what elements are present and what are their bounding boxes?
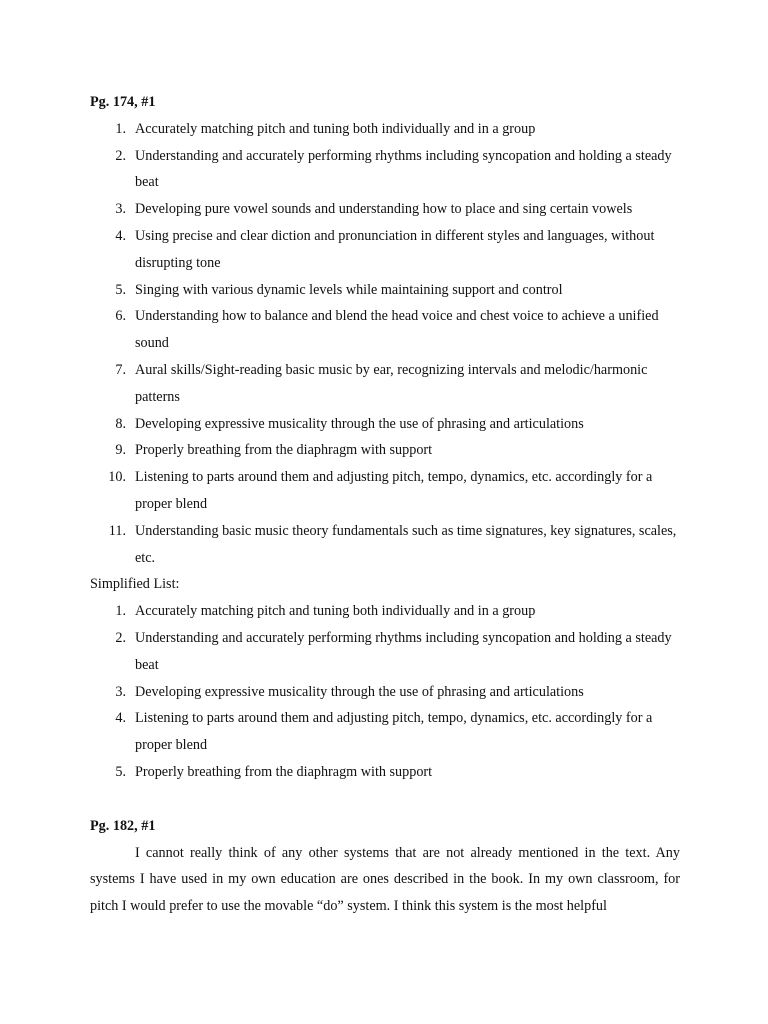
list-item [90,625,685,679]
list-item-number: 11. [108,522,126,539]
list-item-text: Understanding how to balance and blend the head voice and chest voice to achieve a unified sound [135,308,659,352]
list-item-text: Developing pure vowel sounds and understanding how to place and sing certain vowels [135,201,633,218]
list-item-text: Listening to parts around them and adjusting pitch, tempo, dynamics, etc. accordingly for a proper blend [135,469,653,512]
list-item [90,411,685,438]
response-paragraph: I cannot really think of any other systems that are not already mentioned in the text. Any systems I have used in my own education are ones described in the book. In my own classroom, for pitch I would prefer to use the movable “do” system. I think this system is the most helpful [90,844,680,915]
list-item [90,196,685,223]
list-item [90,598,685,625]
list-item [90,518,685,572]
list-item-text: Aural skills/Sight-reading basic music by ear, recognizing intervals and melodic/harmonic patterns [135,361,648,405]
list-item [90,143,685,197]
list-item-number: 4. [115,710,126,727]
list-item-number: 9. [115,442,126,459]
list-item [90,303,685,357]
simplified-list-label: Simplified List: [90,576,180,593]
list-item-text: Properly breathing from the diaphragm with support [135,442,433,459]
section-heading-pg174: Pg. 174, #1 [90,94,156,110]
list-item [90,679,685,706]
list-item-number: 1. [115,603,126,620]
list-item [90,705,685,759]
list-item [90,223,685,277]
section-heading-pg182: Pg. 182, #1 [90,817,156,834]
list-item-text: Properly breathing from the diaphragm with support [135,763,433,780]
list-item [90,357,685,411]
list-item-number: 1. [115,120,126,137]
list-item-number: 2. [115,147,126,164]
list-item-text: Singing with various dynamic levels while maintaining support and control [135,281,563,298]
section-spacer [90,786,690,813]
list-item-text: Developing expressive musicality through the use of phrasing and articulations [135,683,584,700]
list-item-text: Using precise and clear diction and pronunciation in different styles and languages, without disrupting tone [135,227,655,271]
list-item-number: 10. [108,469,126,486]
document-page [90,89,690,920]
list-item-number: 3. [115,201,126,218]
list-item-number: 4. [115,227,126,244]
list-item-text: Accurately matching pitch and tuning both individually and in a group [135,120,536,137]
list-item [90,437,685,464]
list-item-text: Listening to parts around them and adjusting pitch, tempo, dynamics, etc. accordingly for a proper blend [135,710,653,754]
list-item-number: 6. [115,308,126,325]
list-item-text: Accurately matching pitch and tuning both individually and in a group [135,603,536,620]
list-item-number: 7. [115,361,126,378]
list-item-number: 8. [115,415,126,432]
list-item [90,464,685,518]
list-item [90,759,685,786]
list-item-number: 5. [115,281,126,298]
list-item-number: 2. [115,629,126,646]
list-item-text: Understanding and accurately performing rhythms including syncopation and holding a steady beat [135,147,672,191]
list-item [90,116,685,143]
list-item-number: 3. [115,683,126,700]
list-item-text: Understanding basic music theory fundamentals such as time signatures, key signatures, scales, etc. [135,522,677,566]
skills-list [90,116,690,572]
list-item [90,277,685,304]
list-item-text: Understanding and accurately performing rhythms including syncopation and holding a steady beat [135,629,672,673]
list-item-text: Developing expressive musicality through the use of phrasing and articulations [135,415,584,432]
simplified-skills-list [90,598,690,786]
list-item-number: 5. [115,763,126,780]
